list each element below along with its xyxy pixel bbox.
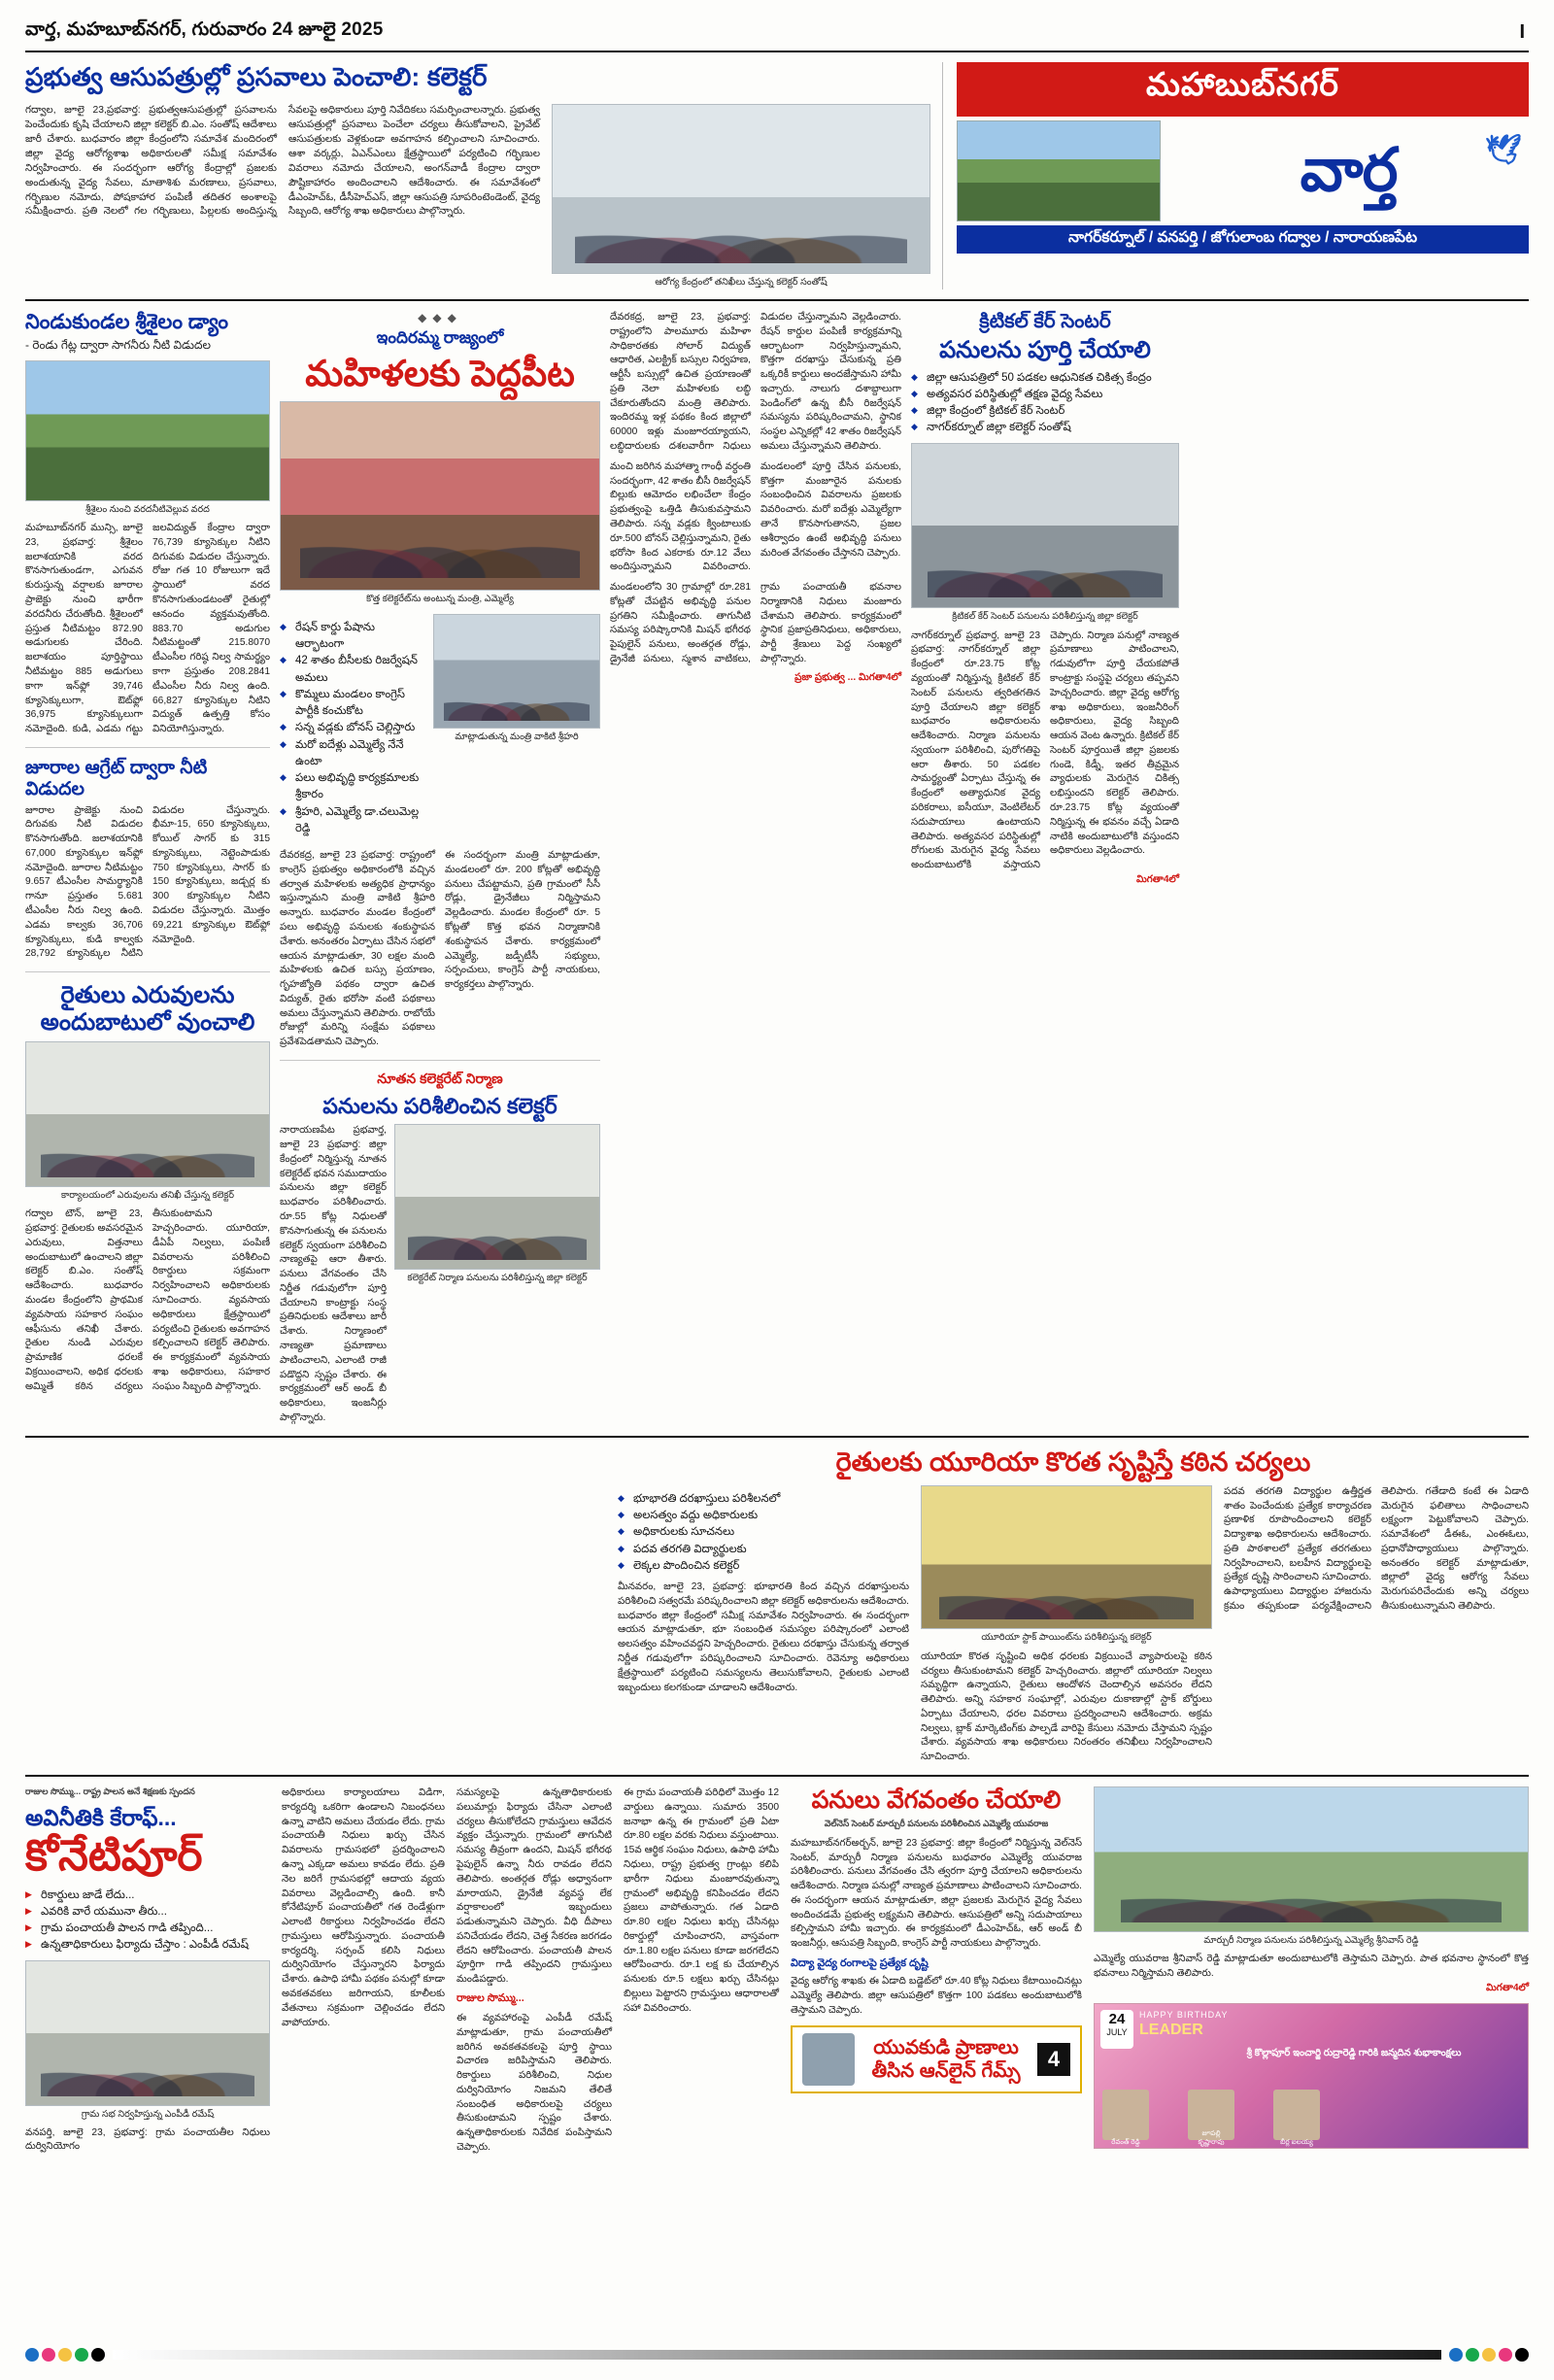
new-collectorate-inspection-photo [394, 1124, 600, 1270]
swatch [1499, 2348, 1512, 2362]
works-body: మహబూబ్‌నగర్‌అర్బన్, జూలై 23 ప్రభవార్త: జిల్లా కేంద్రంలో నిర్మిస్తున్న వెల్‌నెస్ సెంటర్, మార్చురీ నిర్మాణ పనులను బుధవారం ఎమ్మెల్యే యువరాజ పరిశీలించారు. పనులు వేగవంతం చేసి త్వరగా పూర్తి చేయాలని అధికారులను ఆదేశించారు. నిర్మాణ పనుల్లో నాణ్యత ప్రమాణాలు పాటించాలని సూచించారు. ఈ సందర్భంగా ఆయన మాట్లాడుతూ, జిల్లా ప్రజలకు మెరుగైన వైద్య సేవలు అందించడమే ప్రభుత్వ లక్ష్యమని తెలిపారు. ఆసుపత్రిలో అన్ని సదుపాయాలు కల్పిస్తామని హామీ ఇచ్చారు. ఈ కార్యక్రమంలో డీఎంహెచ్ఓ, ఆర్ అండ్ బీ ఇంజనీర్లు, ఆసుపత్రి సిబ్బంది, కాంగ్రెస్ పార్టీ నాయకులు పాల్గొన్నారు. [791, 1837, 1082, 1950]
masthead [957, 62, 1529, 289]
masthead-title-text: వార్త [1300, 136, 1398, 204]
main-body [25, 311, 1529, 1426]
lead-headline: ప్రభుత్వ ఆసుపత్రుల్లో ప్రసవాలు పెంచాలి: కలెక్టర్ [25, 62, 488, 91]
poster-greeting: HAPPY BIRTHDAY [1139, 2010, 1229, 2021]
indiramma-continued-2: మంచి జరిగిన మహాత్మా గాంధీ వర్ధంతి సందర్భంగా, 42 శాతం బీసీ రిజర్వేషన్ బిల్లుకు ఆమోదం లభించేలా కేంద్రం ప్రభుత్వంపై ఒత్తిడి తీసుకువస్తామని తెలిపారు. సన్న వడ్లకు క్వింటాలుకు రూ.500 బోనస్ చెల్లిస్తున్నామని, రైతు భరోసా కింద ఎకరాకు రూ.12 వేలు అందిస్తున్నామని వివరించారు. మండలంలో పూర్తి చేసిన పనులకు, కొత్తగా మంజూరైన పనులకు సంబంధించిన వివరాలను ప్రజలకు వివరించారు. మరో ఐదేళ్లు ఎమ్మెల్యేగా తానే కొనసాగుతానని, ప్రజల ఆశీర్వాదం ఉంటే అభివృద్ధి పనులు మరింత వేగవంతం చేస్తానని చెప్పారు. [610, 460, 901, 573]
list-item: ▶ గ్రామ పంచాయతీ పాలన గాడి తప్పింది... [25, 1921, 270, 1937]
urea-body-right: పదవ తరగతి విద్యార్థుల ఉత్తీర్ణత శాతం పెంచేందుకు ప్రత్యేక కార్యాచరణ ప్రణాళిక రూపొందించాలని కలెక్టర్ విద్యాశాఖ అధికారులను ఆదేశించారు. ప్రతి పాఠశాలలో ప్రత్యేక తరగతులు నిర్వహించాలని, బలహీన విద్యార్థులపై ప్రత్యేక దృష్టి సారించాలని సూచించారు. ఉపాధ్యాయులు విద్యార్థుల హాజరును క్రమం తప్పకుండా పర్యవేక్షించాలని తెలిపారు. గతేడాది కంటే ఈ ఏడాది మెరుగైన ఫలితాలు సాధించాలని లక్ష్యంగా పెట్టుకోవాలని చెప్పారు. సమావేశంలో డీఈఓ, ఎంఈఓలు, ప్రధానోపాధ్యాయులు పాల్గొన్నారు. అనంతరం కలెక్టర్ మాట్లాడుతూ, జిల్లాలో వైద్య ఆరోగ్య సేవలు మెరుగుపరిచేందుకు అన్ని చర్యలు తీసుకుంటున్నామని తెలిపారు. [1224, 1485, 1529, 1613]
urea-body-left: మీనవరం, జూలై 23, ప్రభవార్త: భూభారతి కింద వచ్చిన దరఖాస్తులను పరిశీలించి సత్వరమే పరిష్కరించాలని జిల్లా కలెక్టర్ అధికారులను ఆదేశించారు. బుధవారం జిల్లా కేంద్రంలో సమీక్ష సమావేశం నిర్వహించారు. ఈ సందర్భంగా ఆయన మాట్లాడుతూ, భూ సంబంధిత సమస్యల పరిష్కారంలో ఎలాంటి అలసత్వం వహించవద్దని హెచ్చరించారు. రైతులు దరఖాస్తు చేసుకున్న తర్వాత నిర్ణీత గడువులోగా పరిష్కరించాలని సూచించారు. రెవెన్యూ అధికారులు క్షేత్రస్థాయిలో పర్యటించి సమస్యలను తెలుసుకోవాలని, రైతులకు ఎలాంటి ఇబ్బందులు కలగకుండా చూడాలని ఆదేశించారు. [618, 1581, 909, 1693]
konetipur-bullet-list [25, 1887, 270, 1955]
critical-care-body: నాగర్‌కర్నూల్ ప్రభవార్త, జూలై 23 ప్రభవార్త: నాగర్‌కర్నూల్ జిల్లా కేంద్రంలో రూ.23.75 కోట్ల వ్యయంతో నిర్మిస్తున్న క్రిటికల్ కేర్ సెంటర్ పనులను త్వరితగతిన పూర్తి చేయాలని జిల్లా కలెక్టర్ బుధవారం అధికారులను ఆదేశించారు. నిర్మాణ పనులను స్వయంగా పరిశీలించి, పురోగతిపై ఆరా తీశారు. 50 పడకల సామర్థ్యంతో ఏర్పాటు చేస్తున్న ఈ కేంద్రంలో అత్యాధునిక వైద్య పరికరాలు, ఐసీయూ, వెంటిలేటర్ సదుపాయాలు ఉంటాయని తెలిపారు. అత్యవసర పరిస్థితుల్లో రోగులకు మెరుగైన వైద్య సేవలు అందుబాటులోకి వస్తాయని చెప్పారు. నిర్మాణ పనుల్లో నాణ్యత ప్రమాణాలు పాటించాలని, గడువులోగా పూర్తి చేయకపోతే కాంట్రాక్టు సంస్థపై చర్యలు తప్పవని హెచ్చరించారు. జిల్లా వైద్య ఆరోగ్య శాఖ అధికారులు, ఇంజనీరింగ్ అధికారులు, వైద్య సిబ్బంది ఆయన వెంట ఉన్నారు. క్రిటికల్ కేర్ సెంటర్ పూర్తయితే జిల్లా ప్రజలకు గుండె, కిడ్నీ, ఇతర తీవ్రమైన వ్యాధులకు మెరుగైన చికిత్స లభిస్తుందని కలెక్టర్ తెలిపారు. రూ.23.75 కోట్ల వ్యయంతో నిర్మిస్తున్న ఈ భవనం వచ్చే ఏడాది నాటికి అందుబాటులోకి వస్తుందని అధికారులు వెల్లడించారు. [911, 629, 1179, 871]
list-item: ▶ రికార్డులు జాడే లేదు... [25, 1887, 270, 1904]
konetipur-headline-big: కోనేటిపూర్ [25, 1832, 203, 1881]
jump-line: మిగతా4లో [1485, 1982, 1529, 1993]
list-item: ▶ ఉన్నతాధికారులు ఫిర్యాదు చేస్తాం : ఎంపీడీ రమేష్ [25, 1937, 270, 1954]
srisailam-subhead: - రెండు గేట్ల ద్వారా సాగనీరు నీటి విడుదల [25, 338, 212, 353]
srisailam-dam-photo [25, 360, 270, 501]
urea-body-row [25, 1485, 1529, 1765]
ornament-divider: ◆◆◆ [418, 311, 462, 324]
swatch [1515, 2348, 1529, 2362]
poster-name-2: జూపల్లి కృష్ణారావు [1198, 2130, 1225, 2147]
list-item: ◆ అలసత్వం వద్దు అధికారులకు [618, 1508, 909, 1524]
minister-stage-photo [280, 401, 600, 591]
list-item: ◆ 42 శాతం బీసీలకు రిజర్వేషన్ అమలు [280, 653, 425, 687]
indiramma-body-left: దేవరకద్ర, జూలై 23 ప్రభవార్త: రాష్ట్రంలో కాంగ్రెస్ ప్రభుత్వం అధికారంలోకి వచ్చిన తర్వాత మహిళలకు అత్యధిక ప్రాధాన్యం ఇస్తున్నామని మంత్రి వాకిటి శ్రీహరి అన్నారు. బుధవారం మండల కేంద్రంలో పలు అభివృద్ధి పనులకు శంకుస్థాపన చేశారు. అనంతరం ఏర్పాటు చేసిన సభలో ఆయన మాట్లాడుతూ, 30 లక్షల మంది మహిళలకు ఉచిత బస్సు ప్రయాణం, గృహజ్యోతి పథకం ద్వారా ఉచిత విద్యుత్, రైతు భరోసా వంటి పథకాలు అమలు చేస్తున్నామని తెలిపారు. రాబోయే రోజుల్లో మరిన్ని సంక్షేమ పథకాలు ప్రవేశపెడతామని చెప్పారు. [280, 850, 435, 1048]
indiramma-kicker: ఇందిరమ్మ రాజ్యంలో [376, 328, 504, 347]
konetipur-kicker: రాజుల సొమ్ము... రాష్ట్ర పాలన అనే శిక్షణకు స్పందన [25, 1786, 195, 1797]
color-registration-bar [25, 2347, 1529, 2363]
jump-line: ప్రజా ప్రభుత్వ ... మిగతా4లో [794, 671, 901, 683]
list-item: ◆ రేషన్ కార్డు పేషాను ఆర్భాటంగా [280, 620, 425, 654]
left-swatches [25, 2348, 105, 2362]
column-3 [610, 311, 901, 1426]
swatch [1466, 2348, 1479, 2362]
indiramma-bullet-list [280, 620, 425, 837]
mortuary-works-inspection-photo [1094, 1786, 1529, 1932]
list-item: ◆ పలు అభివృద్ధి కార్యక్రమాలకు శ్రీకారం [280, 770, 425, 804]
jump-line: మిగతా4లో [1135, 873, 1179, 885]
poster-portrait-1 [1102, 2090, 1149, 2140]
masthead-band: మహాబుబ్‌నగర్ [957, 62, 1529, 117]
konetipur-body-col2-wrap [456, 1786, 612, 2156]
list-item: ◆ లెక్కల పొందించిన కలెక్టర్ [618, 1558, 909, 1575]
swatch [25, 2348, 39, 2362]
indiramma-headline: మహిళలకు పెద్దపీట [305, 354, 575, 393]
date-badge-month: JULY [1106, 2026, 1128, 2037]
minister-speech-photo [433, 614, 600, 729]
lead-story [25, 62, 943, 289]
srisailam-photo-caption: శ్రీశైలం నుంచి వరదనీటివెల్లువ వరద [85, 504, 210, 516]
collectorate-body: నారాయణపేట ప్రభవార్త, జూలై 23 ప్రభవార్త: జిల్లా కేంద్రంలో నిర్మిస్తున్న నూతన కలెక్టరేట్ భవన సముదాయం పనులను జిల్లా కలెక్టర్ బుధవారం పరిశీలించారు. రూ.55 కోట్ల నిధులతో కొనసాగుతున్న ఈ పనులను కలెక్టర్ స్వయంగా పరిశీలించి నాణ్యతపై ఆరా తీశారు. పనులు వేగవంతం చేసి నిర్ణీత గడువులోగా పూర్తి చేయాలని కాంట్రాక్టు సంస్థ ప్రతినిధులకు ఆదేశాలు జారీ చేశారు. నిర్మాణంలో నాణ్యతా ప్రమాణాలు పాటించాలని, ఎలాంటి రాజీ పడొద్దని స్పష్టం చేశారు. ఈ కార్యక్రమంలో ఆర్ అండ్ బీ అధికారులు, ఇంజనీర్లు పాల్గొన్నారు. [280, 1125, 387, 1423]
urea-story [25, 1447, 1529, 1481]
indiramma-continued-3: మండలంలోని 30 గ్రామాల్లో రూ.281 కోట్లతో చేపట్టిన అభివృద్ధి పనుల ప్రగతిని సమీక్షించారు. తాగునీటి సమస్య పరిష్కారానికి మిషన్ భగీరథ పైపులైన్ పనులు, అంతర్గత రోడ్లు, డ్రైనేజీ పనులు, స్మశాన వాటికలు, గ్రామ పంచాయతీ భవనాల నిర్మాణానికి నిధులు మంజూరు చేశామని తెలిపారు. కార్యక్రమంలో స్థానిక ప్రజాప్రతినిధులు, అధికారులు, పార్టీ శ్రేణులు పెద్ద సంఖ్యలో పాల్గొన్నారు. [610, 582, 901, 664]
critical-care-centre-photo [911, 443, 1179, 608]
header-zone [25, 62, 1529, 289]
urea-stock-point-photo [921, 1485, 1212, 1629]
fertilizer-headline: రైతులు ఎరువులను అందుబాటులో వుంచాలి [40, 982, 255, 1036]
works-body2: ఎమ్మెల్యే యువరాజ శ్రీనివాస్ రెడ్డి మాట్లాడుతూ అందుబాటులోకి తెస్తామని చెప్పారు. పాత భవనాల స్థానంలో కొత్త భవనాలు నిర్మిస్తామని తెలిపారు. [1094, 1954, 1529, 1979]
birthday-poster-ad[interactable] [1094, 2003, 1529, 2149]
minister-speech-caption: మాట్లాడుతున్న మంత్రి వాకిటి శ్రీహరి [455, 731, 579, 742]
urea-headline: రైతులకు యూరియా కొరత సృష్టిస్తే కఠిన చర్యలు [835, 1446, 1311, 1477]
fertilizer-photo-caption: కార్యాలయంలో ఎరువులను తనిఖీ చేస్తున్న కలెక్టర్ [61, 1190, 234, 1202]
swatch [42, 2348, 55, 2362]
masthead-dam-photo [957, 120, 1161, 221]
online-games-label-1: యువకుడి ప్రాణాలు [873, 2037, 1019, 2059]
konetipur-body-col1: అధికారులు కార్యాలయాలు విడిగా, కార్యదర్శి ఒకరిగా ఉండాలని నిబంధనలు ఉన్నా వాటిని అమలు చేయడం లేదు. గ్రామ పంచాయతీ నిధులు ఖర్చు చేసిన వివరాలను గ్రామసభలో ప్రదర్శించాలని ఉన్నా ఎక్కడా అమలు కావడం లేదు. ప్రతి నెల జరిగే గ్రామసభల్లో ఆదాయ వ్యయ వివరాలు వెల్లడించాల్సి ఉంది. కానీ కోనేటిపూర్ పంచాయతీలో గత రెండేళ్లుగా ఎలాంటి రికార్డులు నిర్వహించడం లేదని గ్రామస్తులు ఆరోపిస్తున్నారు. పంచాయతీ కార్యదర్శి, సర్పంచ్ కలిసి నిధులు దుర్వినియోగం చేస్తున్నారని ఫిర్యాదు చేశారు. ఉపాధి హామీ పథకం పనుల్లో కూడా అవకతవకలు జరిగాయని, కూలీలకు వేతనాలు సక్రమంగా చెల్లించడం లేదని వాపోయారు. [282, 1787, 445, 2028]
works-footer-body: వైద్య ఆరోగ్య శాఖకు ఈ ఏడాది బడ్జెట్‌లో రూ.40 కోట్ల నిధులు కేటాయించినట్లు ఎమ్మెల్యే తెలిపారు. జిల్లా ఆసుపత్రిలో కొత్తగా 100 పడకలు అందుబాటులోకి తెస్తామని చెప్పారు. [791, 1976, 1082, 2016]
list-item: ▶ ఎవరికి వారే యమునా తీరు... [25, 1904, 270, 1921]
poster-name-1: రేవంత్ రెడ్డి [1111, 2139, 1140, 2147]
urea-photo-caption: యూరియా స్టాక్ పాయింట్‌ను పరిశీలిస్తున్న కలెక్టర్ [981, 1631, 1152, 1643]
konetipur-body-col2b: ఈ వ్యవహారంపై ఎంపీడీ రమేష్ మాట్లాడుతూ, గ్రామ పంచాయతీలో జరిగిన అవకతవకలపై పూర్తి స్థాయి విచారణ జరిపిస్తామని తెలిపారు. రికార్డులు పరిశీలించి, నిధుల దుర్వినియోగం నిజమని తేలితే సంబంధిత అధికారులపై చర్యలు తీసుకుంటామని స్పష్టం చేశారు. ఉన్నతాధికారులకు నివేదిక పంపిస్తామని చెప్పారు. [456, 2012, 612, 2153]
bottom-right-column [1094, 1786, 1529, 2156]
list-item: ◆ పదవ తరగతి విద్యార్థులకు [618, 1542, 909, 1558]
indiramma-body-right: ఈ సందర్భంగా మంత్రి మాట్లాడుతూ, మండలంలో రూ. 200 కోట్లతో అభివృద్ధి పనులు చేపట్టామని, ప్రతి గ్రామంలో సీసీ రోడ్లు, డ్రైనేజీలు నిర్మిస్తామని వెల్లడించారు. మండల కేంద్రంలో రూ. 5 కోట్లతో కొత్త భవన నిర్మాణానికి శంకుస్థాపన చేశారు. కార్యక్రమంలో ఎమ్మెల్యే, జడ్పీటీసీ సభ్యులు, సర్పంచులు, కాంగ్రెస్ పార్టీ నాయకులు, కార్యకర్తలు పాల్గొన్నారు. [445, 850, 600, 991]
critical-care-photo-caption: క్రిటికల్ కేర్ సెంటర్ పనులను పరిశీలిస్తున్న జిల్లా కలెక్టర్ [952, 610, 1138, 622]
column-4 [911, 311, 1179, 1426]
mortuary-photo-caption: మార్చురీ నిర్మాణ పనులను పరిశీలిస్తున్న ఎమ్మెల్యే శ్రీనివాస్ రెడ్డి [1203, 1935, 1419, 1947]
works-footer-headline: విద్యా వైద్య రంగాలపై ప్రత్యేక దృష్టి [791, 1957, 929, 1970]
list-item: ◆ జిల్లా కేంద్రంలో క్రిటికల్ కేర్ సెంటర్ [911, 403, 1179, 420]
fertilizer-inspection-photo [25, 1041, 270, 1187]
minister-stage-caption: కొత్త కలెక్టరేట్‌ను అంటున్న మంత్రి, ఎమ్మెల్యే [366, 593, 514, 604]
dateline: వార్త, మహబూబ్‌నగర్, గురువారం 24 జూలై 2025 [25, 19, 384, 40]
right-swatches [1449, 2348, 1529, 2362]
gram-sabha-caption: గ్రామ సభ నిర్వహిస్తున్న ఎంపీడీ రమేష్ [81, 2108, 215, 2120]
list-item: ◆ సన్న వడ్లకు బోనస్ చెల్లిస్తారు [280, 720, 425, 736]
column-2 [280, 311, 600, 1426]
konetipur-body-col3: ఈ గ్రామ పంచాయతీ పరిధిలో మొత్తం 12 వార్డులు ఉన్నాయి. సుమారు 3500 జనాభా ఉన్న ఈ గ్రామంలో ప్రతి ఏటా రూ.80 లక్షల వరకు నిధులు వస్తుంటాయి. 15వ ఆర్థిక సంఘం నిధులు, ఉపాధి హామీ నిధులు, రాష్ట్ర ప్రభుత్వ గ్రాంట్లు కలిపి భారీగా నిధులు మంజూరవుతున్నా గ్రామంలో అభివృద్ధి కనిపించడం లేదని ప్రజలు వాపోతున్నారు. గత ఏడాది రూ.80 లక్షల నిధులు ఖర్చు చేసినట్లు రికార్డుల్లో చూపించారని, వాస్తవంగా రూ.1.80 లక్షల పనులు కూడా జరగలేదని ఆరోపించారు. రూ.1 లక్ష కు చేయాల్సిన పనులకు రూ.5 లక్షలు ఖర్చు చేసినట్లు బిల్లులు పెట్టారని గ్రామస్తులు ఆధారాలతో సహా వివరించారు. [624, 1787, 779, 2014]
swatch [1482, 2348, 1496, 2362]
page-number-badge: 4 [1037, 2043, 1070, 2076]
srisailam-body: మహబూబ్‌నగర్ మున్సి, జూలై 23, ప్రభవార్త: శ్రీశైలం జలాశయానికి వరద కొనసాగుతుండగా, ఎగువన కురుస్తున్న వర్షాలకు జూరాల ప్రాజెక్టు నుంచి భారీగా వరదనీరు చేరుతోంది. శ్రీశైలంలో ప్రస్తుత నీటిమట్టం 872.90 అడుగులకు చేరింది. జలాశయం పూర్తిస్థాయి నీటిమట్టం 885 అడుగులు కాగా ఇన్‌ఫ్లో 39,746 క్యూసెక్కులుగా, ఔట్‌ఫ్లో 36,975 క్యూసెక్కులుగా నమోదైంది. కుడి, ఎడమ గట్టు జలవిద్యుత్ కేంద్రాల ద్వారా 76,739 క్యూసెక్కుల నీటిని దిగువకు విడుదల చేస్తున్నారు. రోజు గత 10 రోజులుగా ఇదే స్థాయిలో వరద కొనసాగుతుండటంతో రైతుల్లో ఆనందం వ్యక్తమవుతోంది. 883.70 అడుగుల నీటిమట్టంతో 215.8070 టీఎంసీల గరిష్ఠ నిల్వ సామర్థ్యం కాగా ప్రస్తుతం 208.2841 టీఎంసీల నీరు నిల్వ ఉంది. 66,827 క్యూసెక్కుల నీటిని విద్యుత్ ఉత్పత్తి కోసం వినియోగిస్తున్నారు. [25, 523, 270, 735]
grey-scale-bar [113, 2350, 1441, 2360]
konetipur-subhead: రాజుల సొమ్ము... [456, 1991, 524, 2004]
list-item: ◆ నాగర్‌కర్నూల్ జిల్లా కలెక్టర్ సంతోష్ [911, 420, 1179, 436]
srisailam-headline: నిండుకుండల శ్రీశైలం డ్యాం [25, 311, 229, 333]
masthead-editions: నాగర్‌కర్నూల్ / వనపర్తి / జోగులాంబ గద్వాల / నారాయణపేట [957, 225, 1529, 254]
dove-icon: 🕊 [1484, 133, 1521, 166]
collectorate-headline: పనులను పరిశీలించిన కలెక్టర్ [322, 1094, 557, 1119]
list-item: ◆ మరో ఐదేళ్లు ఎమ్మెల్యే నేనే ఉంటా [280, 737, 425, 771]
collectorate-photo-caption: కలెక్టరేట్ నిర్మాణ పనులను పరిశీలిస్తున్న జిల్లా కలెక్టర్ [407, 1273, 588, 1284]
lead-photo-caption: ఆరోగ్య కేంద్రంలో తనిఖీలు చేస్తున్న కలెక్టర్ సంతోష్ [655, 277, 828, 288]
gram-sabha-meeting-photo [25, 1960, 270, 2106]
swatch [91, 2348, 105, 2362]
swatch [1449, 2348, 1463, 2362]
konetipur-story [25, 1786, 270, 2156]
poster-portrait-3 [1273, 2090, 1320, 2140]
masthead-title [1168, 133, 1529, 204]
swatch [58, 2348, 72, 2362]
page-topbar [25, 19, 1529, 52]
poster-leader-word: LEADER [1139, 2022, 1203, 2039]
list-item: ◆ అత్యవసర పరిస్థితుల్లో తక్షణ వైద్య సేవలు [911, 387, 1179, 403]
indiramma-continued-1: దేవరకద్ర, జూలై 23, ప్రభవార్త: రాష్ట్రంలోని పాలమూరు మహిళా సాధికారతకు సోలార్ విద్యుత్ ఆధారిత, ఎలక్ట్రిక్ బస్సుల నిర్వహణ, ఆర్టీసీ బస్సుల్లో ఉచిత ప్రయాణంతో ప్రతి నెలా మహిళలకు లబ్ధి చేకూరుతోందని మంత్రి తెలిపారు. ఇందిరమ్మ ఇళ్ల పథకం కింద జిల్లాలో 60000 ఇళ్లు మంజూరయ్యాయని, లబ్ధిదారులకు దశలవారీగా నిధులు విడుదల చేస్తున్నామని వెల్లడించారు. రేషన్ కార్డుల పంపిణీ కార్యక్రమాన్ని ఆర్భాటంగా నిర్వహిస్తున్నామని, కొత్తగా దరఖాస్తు చేసుకున్న ప్రతి ఒక్కరికీ కార్డులు అందజేస్తామని హామీ ఇచ్చారు. నాలుగు దశాబ్దాలుగా పెండింగ్‌లో ఉన్న బీసీ రిజర్వేషన్ సమస్యను పరిష్కరించామని, స్థానిక సంస్థల ఎన్నికల్లో 42 శాతం రిజర్వేషన్ అమలు చేస్తున్నామని తెలిపారు. [610, 312, 901, 453]
collector-hospital-visit-photo [552, 104, 930, 274]
column-1 [25, 311, 270, 1426]
list-item: ◆ భూభారతి దరఖాస్తులు పరిశీలనలో [618, 1491, 909, 1508]
lead-body: గద్వాల, జూలై 23,ప్రభవార్త: ప్రభుత్వఆసుపత్రుల్లో ప్రసవాలను పెంచేందుకు కృషి చేయాలని జిల్లా కలెక్టర్ బి.ఎం. సంతోష్ ఆదేశాలు జారీ చేశారు. బుధవారం జిల్లా కేంద్రంలోని సమావేశ మందిరంలో జిల్లా వైద్య ఆరోగ్యశాఖ అధికారులతో సమీక్ష సమావేశం నిర్వహించారు. ఈ సందర్భంగా ఆరోగ్య కేంద్రాల్లో ప్రజలకు అందుతున్న వైద్య సేవలు, మాతాశిశు మరణాలు, ప్రసవాలు, గర్భిణుల నమోదు, పోషకాహార పంపిణీ తదితర అంశాలపై సమీక్షించారు. ప్రతి నెలలో గల గర్భిణులు, పిల్లలకు అందిస్తున్న సేవలపై అధికారులు పూర్తి నివేదికలు సమర్పించాలన్నారు. ప్రభుత్వ ఆసుపత్రుల్లో ప్రసవాలు పెంచేలా చర్యలు తీసుకోవాలని, ప్రైవేట్ ఆసుపత్రులకు వెళ్లకుండా అవగాహన కల్పించాలని సూచించారు. ఆశా వర్కర్లు, ఏఎన్ఎంలు క్షేత్రస్థాయిలో పర్యటించి గర్భిణుల వివరాలు నమోదు చేయాలని, అంగన్‌వాడీ కేంద్రాల ద్వారా పౌష్టికాహారం అందించాలని ఆదేశించారు. ఈ సమావేశంలో డీఎంహెచ్ఓ, డీసీహెచ్ఎస్, జిల్లా ఆసుపత్రి సూపరింటెండెంట్, వైద్య సిబ్బంది, ఆరోగ్య శాఖ అధికారులు పాల్గొన్నారు. [25, 105, 540, 218]
critical-care-bullet-list [911, 370, 1179, 437]
jurala-body: జూరాల ప్రాజెక్టు నుంచి దిగువకు నీటి విడుదల కొనసాగుతోంది. జలాశయానికి 67,000 క్యూసెక్కుల ఇన్‌ఫ్లో నమోదైంది. జూరాల నీటిమట్టం 9.657 టీఎంసీల సామర్థ్యానికి గానూ ప్రస్తుతం 5.681 టీఎంసీల నీరు నిల్వ ఉంది. ఎడమ కాల్వకు 36,706 క్యూసెక్కులు, కుడి కాల్వకు 28,792 క్యూసెక్కుల నీటిని విడుదల చేస్తున్నారు. భీమా-15, 650 క్యూసెక్కులు, కోయిల్ సాగర్ కు 315 క్యూసెక్కులు, నెట్టెంపాడుకు 750 క్యూసెక్కులు, సాగర్ కు 150 క్యూసెక్కులు, జడ్చర్ల కు 300 క్యూసెక్కుల నీటిని విడుదల చేస్తున్నారు. మొత్తం 69,221 క్యూసెక్కుల ఔట్‌ఫ్లో నమోదైంది. [25, 804, 270, 960]
works-story [791, 1786, 1082, 2156]
urea-body-mid: యూరియా కొరత సృష్టించి అధిక ధరలకు విక్రయించే వ్యాపారులపై కఠిన చర్యలు తీసుకుంటామని కలెక్టర్ హెచ్చరించారు. జిల్లాలో యూరియా నిల్వలు సమృద్ధిగా ఉన్నాయని, రైతులు ఆందోళన చెందాల్సిన అవసరం లేదని తెలిపారు. అన్ని సహకార సంఘాల్లో, ఎరువుల దుకాణాల్లో స్టాక్ బోర్డులు ఏర్పాటు చేయాలని, ధరల వివరాలు ప్రదర్శించాలని ఆదేశించారు. అక్రమ నిల్వలు, బ్లాక్ మార్కెటింగ్‌కు పాల్పడే వారిపై కేసులు నమోదు చేస్తామని స్పష్టం చేశారు. వ్యవసాయ శాఖ అధికారులు నిరంతరం తనిఖీలు నిర్వహించాలని సూచించారు. [921, 1650, 1212, 1763]
critical-care-headline-1: క్రిటికల్ కేర్ సెంటర్ [979, 311, 1111, 332]
date-badge [1100, 2010, 1133, 2049]
page-mark: I [1519, 20, 1525, 43]
urea-bullet-list [618, 1491, 909, 1575]
works-subhead: వెల్‌నెస్ సెంటర్ మార్చురీ పనులను పరిశీలించిన ఎమ్మెల్యే యువరాజ [824, 1818, 1049, 1828]
konetipur-body-col2: సమస్యలపై ఉన్నతాధికారులకు పలుమార్లు ఫిర్యాదు చేసినా ఎలాంటి చర్యలు తీసుకోలేదని గ్రామస్తులు ఆవేదన వ్యక్తం చేస్తున్నారు. గ్రామంలో తాగునీటి సమస్య తీవ్రంగా ఉందని, మిషన్ భగీరథ పైపులైన్ ఉన్నా నీరు రావడం లేదని తెలిపారు. అంతర్గత రోడ్లు అధ్వానంగా మారాయని, డ్రైనేజీ వ్యవస్థ లేక వర్షాకాలంలో ఇబ్బందులు పడుతున్నామని చెప్పారు. వీధి దీపాలు పనిచేయడం లేదని, చెత్త సేకరణ జరగడం లేదని ఆరోపించారు. పంచాయతీ పాలన పూర్తిగా గాడి తప్పిందని గ్రామస్తులు మండిపడ్డారు. [456, 1787, 612, 1986]
jurala-headline: జూరాల ఆగ్రేట్ ద్వారా నీటి విడుదల [25, 757, 208, 799]
poster-name-3: బీర్ల ఐలయ్య [1280, 2139, 1313, 2147]
bottom-zone [25, 1786, 1529, 2156]
collectorate-kicker: నూతన కలెక్టరేట్ నిర్మాణ [377, 1071, 503, 1087]
lead-photo-block [552, 104, 930, 289]
fertilizer-body: గద్వాల టౌన్, జూలై 23, ప్రభవార్త: రైతులకు అవసరమైన ఎరువులు, విత్తనాలు అందుబాటులో ఉంచాలని జిల్లా కలెక్టర్ బి.ఎం. సంతోష్ ఆదేశించారు. బుధవారం మండల కేంద్రంలోని ప్రాథమిక వ్యవసాయ సహకార సంఘం ఆఫీసును తనిఖీ చేశారు. రైతుల నుండి ఎరువుల ప్రామాణిక ధరలకే విక్రయించాలని, అధిక ధరలకు అమ్మితే కఠిన చర్యలు తీసుకుంటామని హెచ్చరించారు. యూరియా, డీఏపీ నిల్వలు, పంపిణీ వివరాలను పరిశీలించి రికార్డులు సక్రమంగా నిర్వహించాలని అధికారులకు సూచించారు. వ్యవసాయ అధికారులు క్షేత్రస్థాయిలో పర్యటించి రైతులకు అవగాహన కల్పించాలని కలెక్టర్ తెలిపారు. ఈ కార్యక్రమంలో వ్యవసాయ శాఖ అధికారులు, సహకార సంఘం సిబ్బంది పాల్గొన్నారు. [25, 1208, 270, 1392]
critical-care-headline-2: పనులను పూర్తి చేయాలి [939, 337, 1151, 363]
list-item: ◆ కొమ్మలు మండలం కాంగ్రెస్ పార్టీకి కంచుకోట [280, 687, 425, 721]
poster-main-text: శ్రీ కొల్లాపూర్ ఇంచార్జి రుద్రారెడ్డి గారికి జన్మదిన శుభాకాంక్షలు [1246, 2048, 1462, 2059]
swatch [75, 2348, 88, 2362]
date-badge-day: 24 [1108, 2011, 1126, 2028]
konetipur-byline: వనపర్తి, జూలై 23, ప్రభవార్త: గ్రామ పంచాయతీల నిధులు దుర్వినియోగం [25, 2126, 270, 2153]
list-item: ◆ అధికారులకు సూచనలు [618, 1524, 909, 1541]
online-games-ad[interactable] [791, 2025, 1082, 2093]
list-item: ◆ జిల్లా ఆసుపత్రిలో 50 పడకల ఆధునికత చికిత్స కేంద్రం [911, 370, 1179, 387]
konetipur-headline-small: అవినీతికి కేరాఫ్... [25, 1805, 177, 1831]
works-headline: పనులు వేగవంతం చేయాలి [811, 1786, 1062, 1815]
list-item: ◆ శ్రీహరి, ఎమ్మెల్యే డా.చలుమెల్ల రెడ్డి [280, 804, 425, 838]
victim-photo [802, 2033, 855, 2086]
online-games-label-2: తీసిన ఆన్‌లైన్ గేమ్స్ [871, 2060, 1021, 2083]
